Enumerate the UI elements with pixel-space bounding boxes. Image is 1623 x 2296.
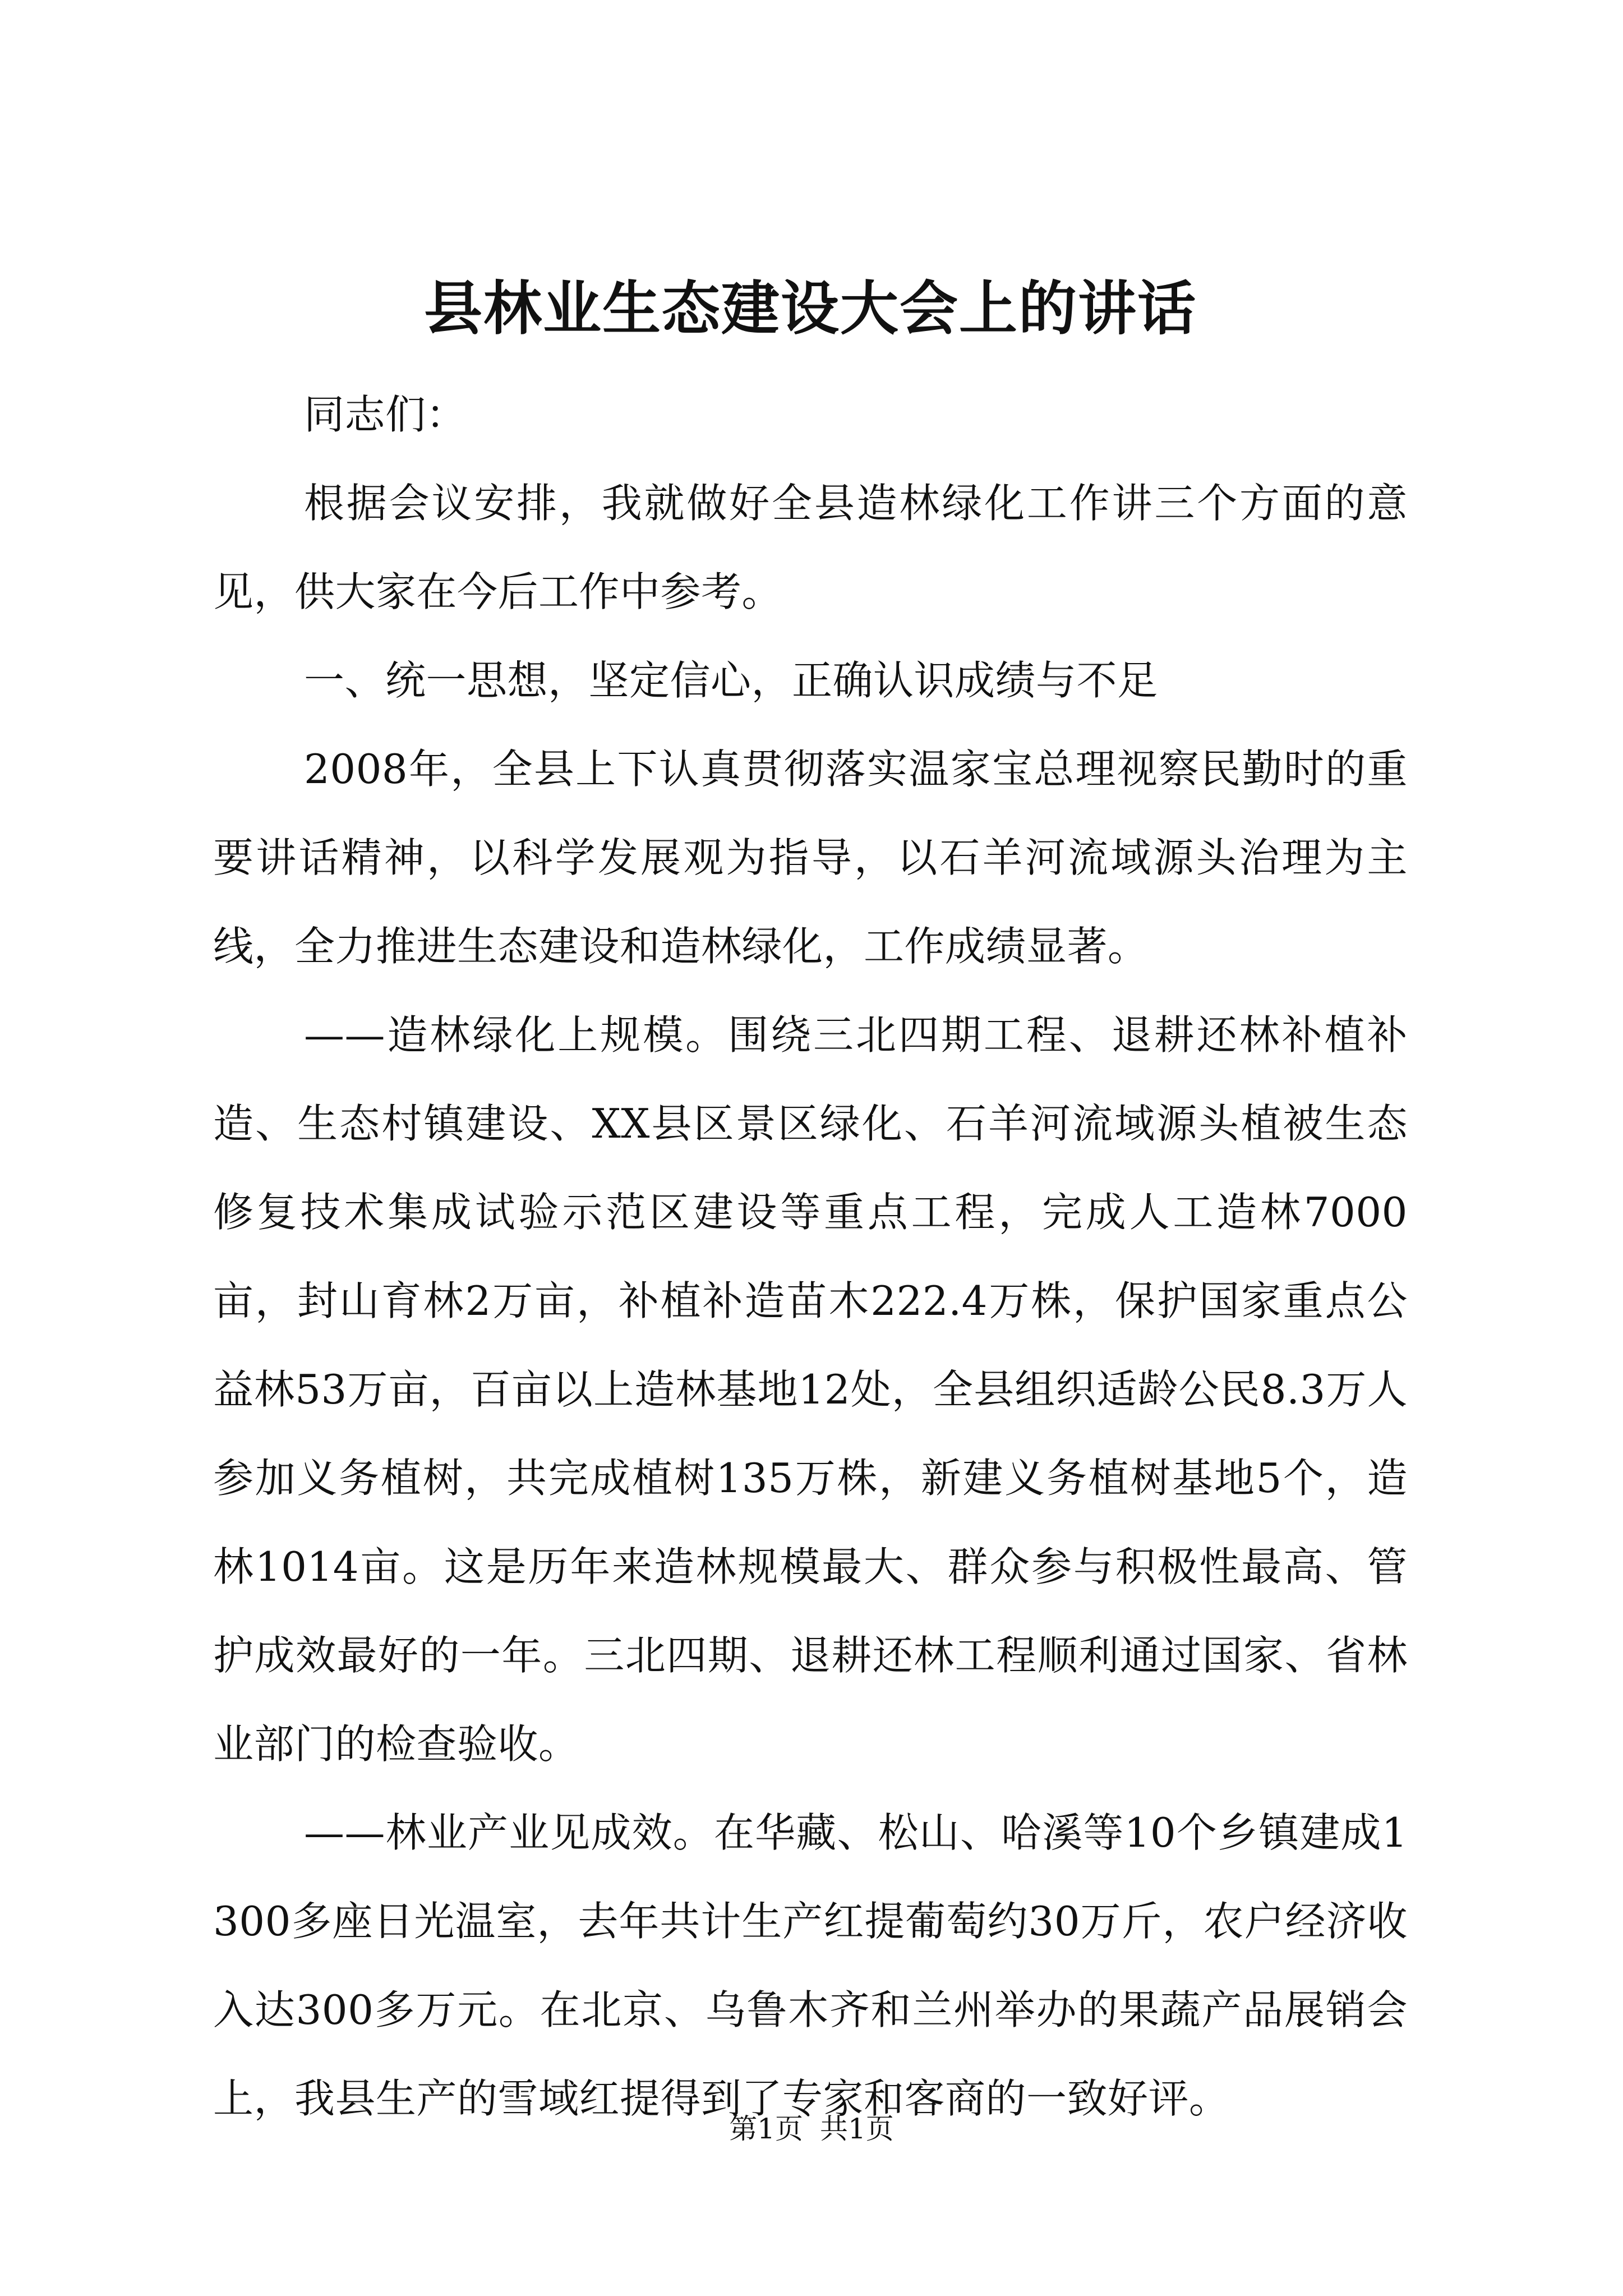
- paragraph-intro: 根据会议安排，我就做好全县造林绿化工作讲三个方面的意见，供大家在今后工作中参考。: [213, 480, 1408, 615]
- page-number: 第1页: [729, 2113, 803, 2145]
- paragraph-afforestation: ——造林绿化上规模。围绕三北四期工程、退耕还林补植补造、生态村镇建设、XX县区景区绿化、石羊河流域源头植被生态修复技术集成试验示范区建设等重点工程，完成人工造林7000亩，封山育林2万亩，补植补造苗木222.4万株，保护国家重点公益林53万亩，百亩以上造林基地12处，全县组织适龄公民8.3万人参加义务植树，共完成植树135万株，新建义务植树基地5个，造林1014亩。这是历年来造林规模最大、群众参与积极性最高、管护成效最好的一年。三北四期、退耕还林工程顺利通过国家、省林业部门的检查验收。: [213, 1011, 1408, 1768]
- page-total: 共1页: [820, 2113, 894, 2145]
- document-title: 县林业生态建设大会上的讲话: [423, 274, 1197, 343]
- section-heading-1: 一、统一思想，坚定信心，正确认识成绩与不足: [304, 657, 1158, 704]
- paragraph-salutation: 同志们：: [304, 391, 467, 438]
- document-body: [213, 269, 1408, 2143]
- page-footer: [0, 2109, 1623, 2148]
- paragraph-2008-summary: 2008年，全县上下认真贯彻落实温家宝总理视察民勤时的重要讲话精神，以科学发展观为指导，以石羊河流域源头治理为主线，全力推进生态建设和造林绿化，工作成绩显著。: [213, 746, 1408, 970]
- paragraph-forestry-industry: ——林业产业见成效。在华藏、松山、哈溪等10个乡镇建成1300多座日光温室，去年共计生产红提葡萄约30万斤，农户经济收入达300多万元。在北京、乌鲁木齐和兰州举办的果蔬产品展销会上，我县生产的雪域红提得到了专家和客商的一致好评。: [213, 1809, 1408, 2122]
